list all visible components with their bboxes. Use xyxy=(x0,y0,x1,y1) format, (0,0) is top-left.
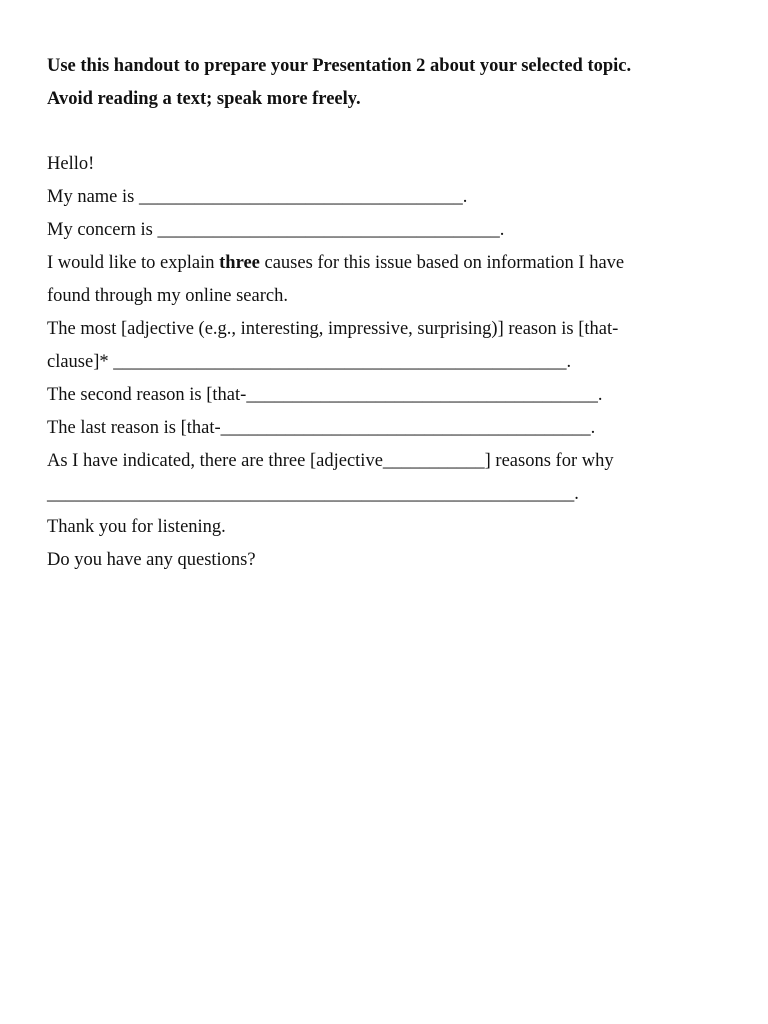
most-reason-line-2: clause]* _________________________________________________. xyxy=(47,352,572,372)
explain-line xyxy=(47,247,737,280)
greeting: Hello! xyxy=(47,154,95,174)
spacer xyxy=(47,116,737,148)
questions-line: Do you have any questions? xyxy=(47,550,256,570)
handout-page xyxy=(47,50,737,577)
instruction-line-1: Use this handout to prepare your Presentation 2 about your selected topic. xyxy=(47,56,632,76)
thanks-line: Thank you for listening. xyxy=(47,517,226,537)
last-reason-line: The last reason is [that-________________________________________. xyxy=(47,418,596,438)
indicated-line-2: _________________________________________________________. xyxy=(47,484,579,504)
concern-line: My concern is _____________________________________. xyxy=(47,220,505,240)
second-reason-line: The second reason is [that-______________________________________. xyxy=(47,385,603,405)
indicated-line-1: As I have indicated, there are three [adjective___________] reasons for why xyxy=(47,451,614,471)
instruction-line-2: Avoid reading a text; speak more freely. xyxy=(47,89,361,109)
explain-pre: I would like to explain xyxy=(47,253,220,273)
explain-line-2: found through my online search. xyxy=(47,286,288,306)
explain-post: causes for this issue based on information I have xyxy=(259,253,625,273)
explain-bold: three xyxy=(219,253,260,273)
most-reason-line-1: The most [adjective (e.g., interesting, impressive, surprising)] reason is [that- xyxy=(47,319,619,339)
name-line: My name is ___________________________________. xyxy=(47,187,468,207)
